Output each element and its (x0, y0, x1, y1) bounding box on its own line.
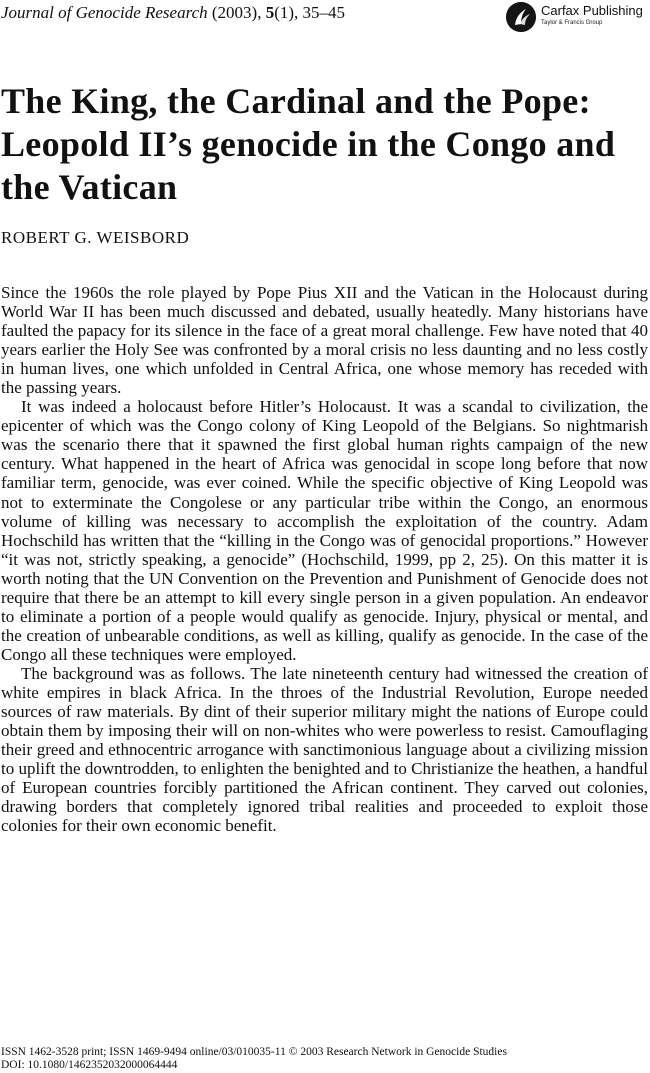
article-title: The King, the Cardinal and the Pope: Leopold II’s genocide in the Congo and the Vatican (1, 81, 616, 207)
body-paragraph: The background was as follows. The late nineteenth century had witnessed the creation of white empires in black Africa. In the throes of the Industrial Revolution, Europe needed sources of raw materials. By dint of their superior military might the nations of Europe could obtain them by imposing their will on non-whites who were powerless to resist. Camouflaging their greed and ethnocentric arrogance with sanctimonious language about a civilizing mission to uplift the downtrodden, to enlighten the benighted and to Christianize the heathen, a handful of European countries forcibly partitioned the African continent. They carved out colonies, drawing borders that completely ignored tribal realities and proceeded to exploit those colonies for their own economic benefit. (1, 663, 648, 836)
article-author: ROBERT G. WEISBORD (1, 228, 190, 247)
journal-issue-pages: (1), 35–45 (274, 3, 346, 22)
journal-year: (2003), (207, 3, 266, 22)
journal-citation (1, 3, 345, 23)
body-paragraph: Since the 1960s the role played by Pope Pius XII and the Vatican in the Holocaust during World War II has been much discussed and debated, usually heatedly. Many historians have faulted the papacy for its silence in the face of a great moral challenge. Few have noted that 40 years earlier the Holy See was confronted by a moral crisis no less daunting and no less costly in human lives, one which unfolded in Central Africa, one whose memory has receded with the passing years. (1, 283, 648, 398)
publisher-block (506, 1, 650, 33)
article-footer (1, 1046, 507, 1072)
publisher-name: Carfax Publishing (541, 3, 643, 18)
publisher-subtitle: Taylor & Francis Group (541, 20, 603, 26)
carfax-logo-icon (506, 2, 536, 32)
journal-volume: 5 (265, 3, 275, 22)
doi-line: DOI: 10.1080/1462352032000064444 (1, 1059, 178, 1071)
body-paragraph: It was indeed a holocaust before Hitler’s Holocaust. It was a scandal to civilization, the epicenter of which was the Congo colony of King Leopold of the Belgians. So nightmarish was the scenario there that it spawned the first global human rights campaign of the new century. What happened in the heart of Africa was genocidal in scope long before that now familiar term, genocide, was ever coined. While the specific objective of King Leopold was not to exterminate the Congolese or any particular tribe within the Congo, an enormous volume of killing was necessary to accomplish the exploitation of the country. Adam Hochschild has written that the “killing in the Congo was of genocidal proportions.” However “it was not, strictly speaking, a genocide” (Hochschild, 1999, pp 2, 25). On this matter it is worth noting that the UN Convention on the Prevention and Punishment of Genocide does not require that there be an attempt to kill every single person in a given population. An endeavor to eliminate a portion of a people would qualify as genocide. Injury, physical or mental, and the creation of unbearable conditions, as well as killing, qualify as genocide. In the case of the Congo all these techniques were employed. (1, 397, 648, 664)
article-body (1, 283, 648, 835)
journal-name: Journal of Genocide Research (1, 3, 208, 22)
issn-line: ISSN 1462-3528 print; ISSN 1469-9494 online/03/010035-11 © 2003 Research Network in Genocide Studies (1, 1046, 507, 1058)
